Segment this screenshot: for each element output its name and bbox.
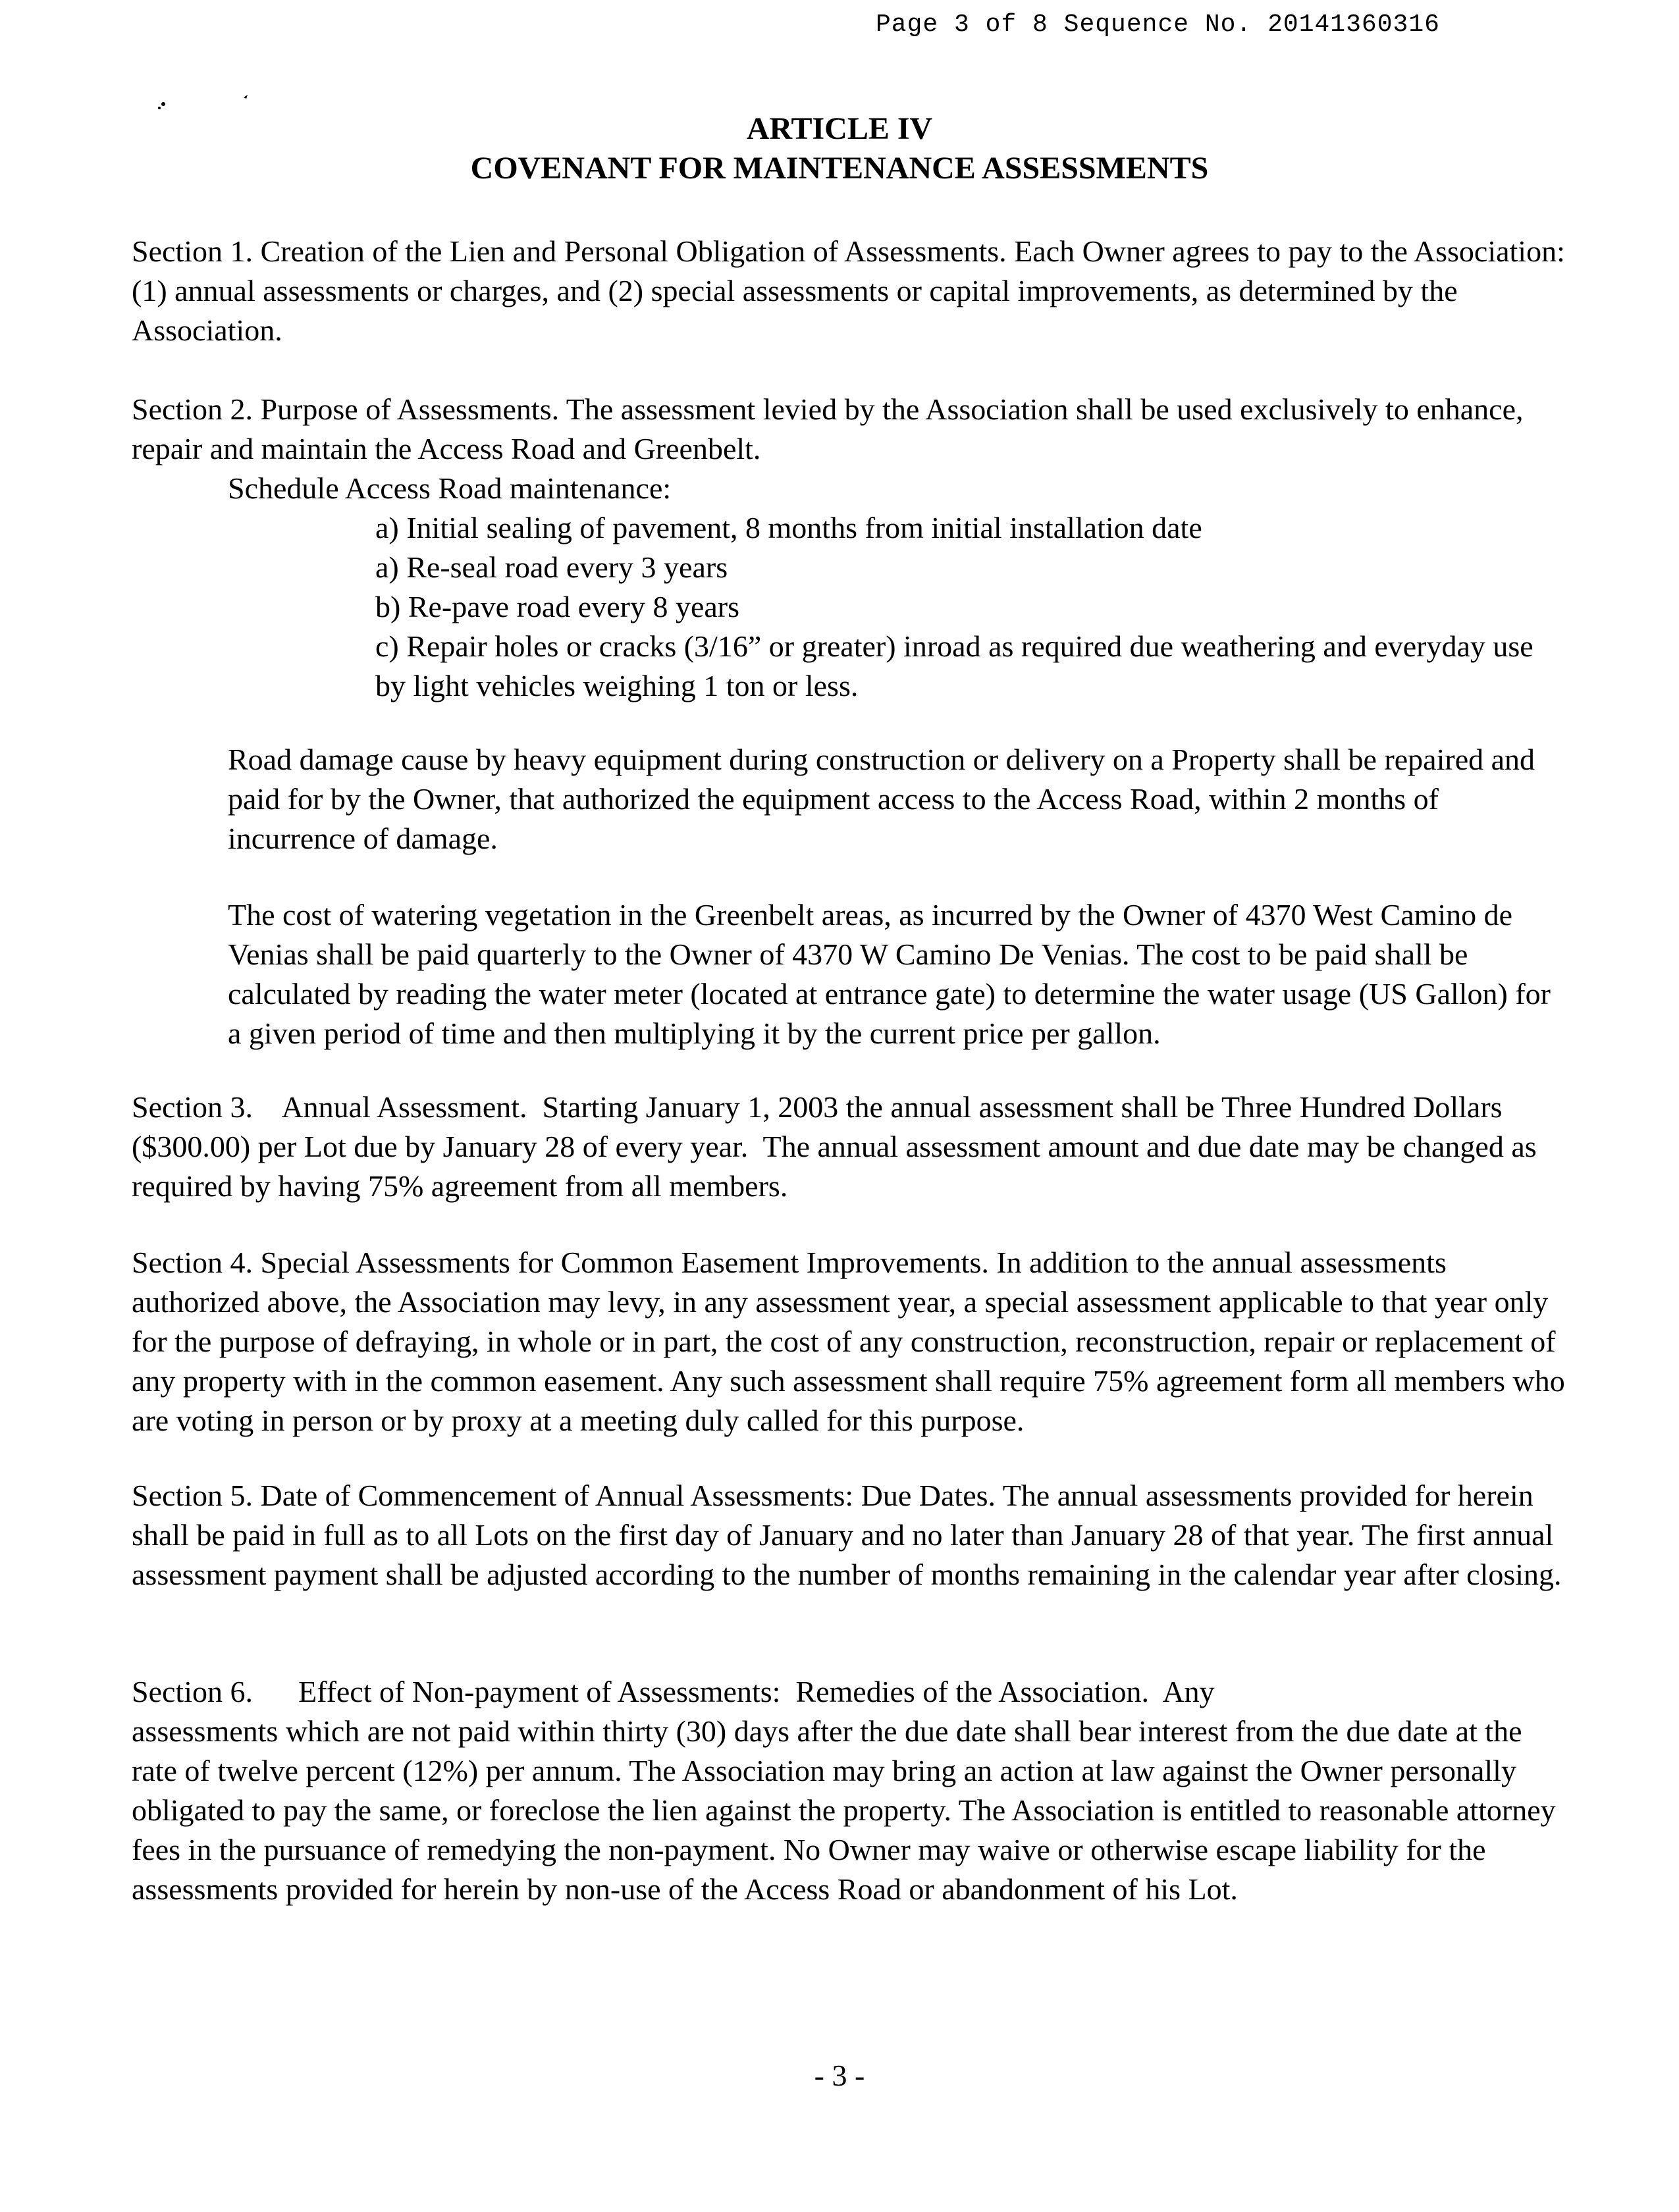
section-6 <box>132 1672 1567 1909</box>
article-number: ARTICLE IV <box>746 111 933 146</box>
section-4-text: Section 4. Special Assessments for Common Easement Improvements. In addition to the annual assessments authorized above, the Association may levy, in any assessment year, a special assessment applicable to that year only for the purpose of defraying, in whole or in part, the cost of any construction, reconstruction, repair or replacement of any property with in the common easement. Any such assessment shall require 75% agreement form all members who are voting in person or by proxy at a meeting duly called for this purpose. <box>132 1246 1565 1437</box>
schedule-item: a) Re-seal road every 3 years <box>375 550 728 584</box>
section-3-text: Section 3. Annual Assessment. Starting January 1, 2003 the annual assessment shall be Three Hundred Dollars ($300.00) per Lot due by January 28 of every year. The annual assessment amount and due date may be changed as required by having 75% agreement from all members. <box>132 1090 1545 1203</box>
schedule-item: a) Initial sealing of pavement, 8 months from initial installation date <box>375 511 1202 544</box>
page-number: - 3 - <box>814 2059 865 2092</box>
section-3 <box>132 1088 1567 1206</box>
section-1 <box>132 232 1567 350</box>
article-heading <box>0 109 1679 188</box>
section-2-text: Section 2. Purpose of Assessments. The assessment levied by the Association shall be used exclusively to enhance, repair and maintain the Access Road and Greenbelt. <box>132 392 1524 465</box>
section-1-text: Section 1. Creation of the Lien and Personal Obligation of Assessments. Each Owner agrees to pay to the Association: (1) annual assessments or charges, and (2) special assessments or capital improvements, as determined by the Association. <box>132 234 1565 347</box>
section-6-text: assessments which are not paid within thirty (30) days after the due date shall bear interest from the due date at the rate of twelve percent (12%) per annum. The Association may bring an action at law against the Owner personally obligated to pay the same, or foreclose the lien against the property. The Association is entitled to reasonable attorney fees in the pursuance of remedying the non-payment. No Owner may waive or otherwise escape liability for the assessments provided for herein by non-use of the Access Road or abandonment of his Lot. <box>132 1714 1556 1906</box>
road-damage-text: Road damage cause by heavy equipment during construction or delivery on a Property shall be repaired and paid for by the Owner, that authorized the equipment access to the Access Road, within 2 months of incurrence of damage. <box>228 743 1535 855</box>
section-5 <box>132 1476 1567 1594</box>
schedule-label: Schedule Access Road maintenance: <box>228 471 672 505</box>
schedule-item: c) Repair holes or cracks (3/16” or greater) inroad as required due weathering and everyday use by light vehicles weighing 1 ton or less. <box>375 629 1533 702</box>
section-6-heading: Section 6. Effect of Non-payment of Assessments: Remedies of the Association. Any <box>132 1675 1215 1708</box>
section-4 <box>132 1243 1567 1440</box>
article-title: COVENANT FOR MAINTENANCE ASSESSMENTS <box>470 151 1209 186</box>
watering-text: The cost of watering vegetation in the Greenbelt areas, as incurred by the Owner of 4370 West Camino de Venias shall be paid quarterly to the Owner of 4370 W Camino De Venias. The cost to be paid shall be calculated by reading the water meter (located at entrance gate) to determine the water usage (US Gallon) for a given period of time and then multiplying it by the current price per gallon. <box>228 898 1551 1050</box>
watering-paragraph <box>228 895 1567 1053</box>
section-5-text: Section 5. Date of Commencement of Annual Assessments: Due Dates. The annual assessments provided for herein shall be paid in full as to all Lots on the first day of January and no later than January 28 of that year. The first annual assessment payment shall be adjusted according to the number of months remaining in the calendar year after closing. <box>132 1479 1562 1591</box>
schedule-item: b) Re-pave road every 8 years <box>375 590 740 623</box>
road-damage-paragraph <box>228 740 1567 858</box>
section-2 <box>132 390 1567 706</box>
page-sequence-header: Page 3 of 8 Sequence No. 20141360316 <box>876 11 1440 39</box>
